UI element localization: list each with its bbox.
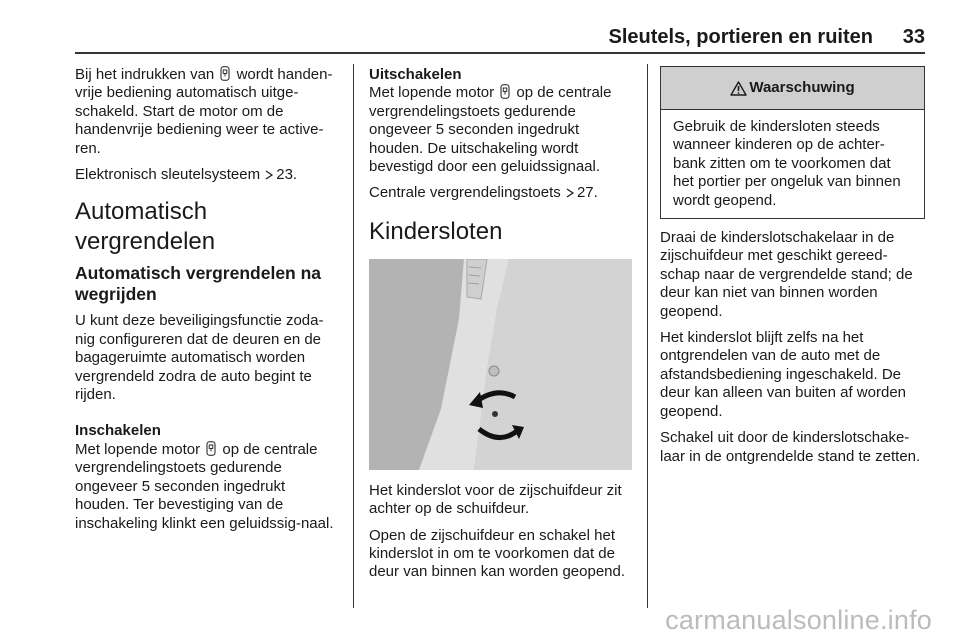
key-fob-icon <box>220 66 230 81</box>
paragraph: Elektronisch sleutelsysteem 23. <box>75 166 298 184</box>
paragraph: Met lopende motor op de centrale vergrendelingstoets gedurende ongeveer 5 seconden ingedrukt houden. De uitschakeling wordt bevestigd door een geluidssignaal. <box>369 84 612 176</box>
warning-text: Gebruik de kindersloten steeds wanneer kinderen op de achter-bank zitten om te voorkomen dat het portier per ongeluk van binnen wordt geopend. <box>673 118 901 209</box>
paragraph-heading: Uitschakelen <box>369 66 462 83</box>
header-rule <box>75 52 925 54</box>
page-title: Sleutels, portieren en ruiten <box>608 26 873 48</box>
key-fob-icon <box>206 441 216 456</box>
watermark: carmanualsonline.info <box>665 605 932 635</box>
page-number: 33 <box>902 26 925 48</box>
image-caption: Het kinderslot voor de zijschuifdeur zit achter op de schuifdeur. <box>369 481 622 518</box>
paragraph: Met lopende motor op de centrale vergrendelingstoets gedurende ongeveer 5 seconden ingedrukt houden. Ter bevestiging van de inschakeling klinkt een geluidssig-naal. <box>75 440 334 532</box>
column-divider <box>353 64 354 608</box>
paragraph: Schakel uit door de kinderslotschake-laar in de ontgrendelde stand te zetten. <box>660 429 921 465</box>
door-illustration <box>369 259 632 470</box>
paragraph: Centrale vergrendelingstoets 27. <box>369 184 598 202</box>
paragraph: Het kinderslot blijft zelfs na het ontgrendelen van de auto met de afstandsbediening ingeschakeld. De deur kan alleen van buiten af worden geopend. <box>660 329 907 420</box>
paragraph: Draai de kinderslotschakelaar in de zijschuifdeur met geschikt gereed-schap naar de vergrendelde stand; de deur kan niet van binnen worden geopend. <box>660 229 913 320</box>
paragraph: U kunt deze beveiligingsfunctie zoda-nig configureren dat de deuren en de bagageruimte automatisch worden vergrendeld zodra de auto begint te rijden. <box>75 312 324 404</box>
paragraph: Open de zijschuifdeur en schakel het kinderslot in om te voorkomen dat de deur van binnen kan worden geopend. <box>369 526 626 581</box>
paragraph-heading: Inschakelen <box>75 422 161 440</box>
page-header <box>75 26 925 52</box>
column-3 <box>660 66 925 474</box>
paragraph: Bij het indrukken van wordt handen-vrije bediening automatisch uitge-schakeld. Start de motor om de handenvrije bediening weer te active-ren. <box>75 66 333 157</box>
child-lock-illustration <box>369 259 632 470</box>
column-divider <box>647 64 648 608</box>
warning-triangle-icon <box>730 81 747 96</box>
warning-title: Waarschuwing <box>749 78 855 96</box>
column-1 <box>75 66 341 541</box>
page-reference: 27. <box>576 184 598 202</box>
page-reference-arrow-icon <box>264 170 274 180</box>
warning-box <box>660 66 925 219</box>
subsection-heading: Automatisch vergrendelen na wegrijden <box>75 263 322 305</box>
key-fob-icon <box>500 84 510 99</box>
warning-header <box>661 67 924 110</box>
section-heading: Kindersloten <box>369 217 503 245</box>
section-heading: Automatisch vergrendelen <box>75 198 216 256</box>
page-reference-arrow-icon <box>565 188 575 198</box>
page-reference: 23. <box>276 166 298 184</box>
column-2 <box>369 66 635 590</box>
